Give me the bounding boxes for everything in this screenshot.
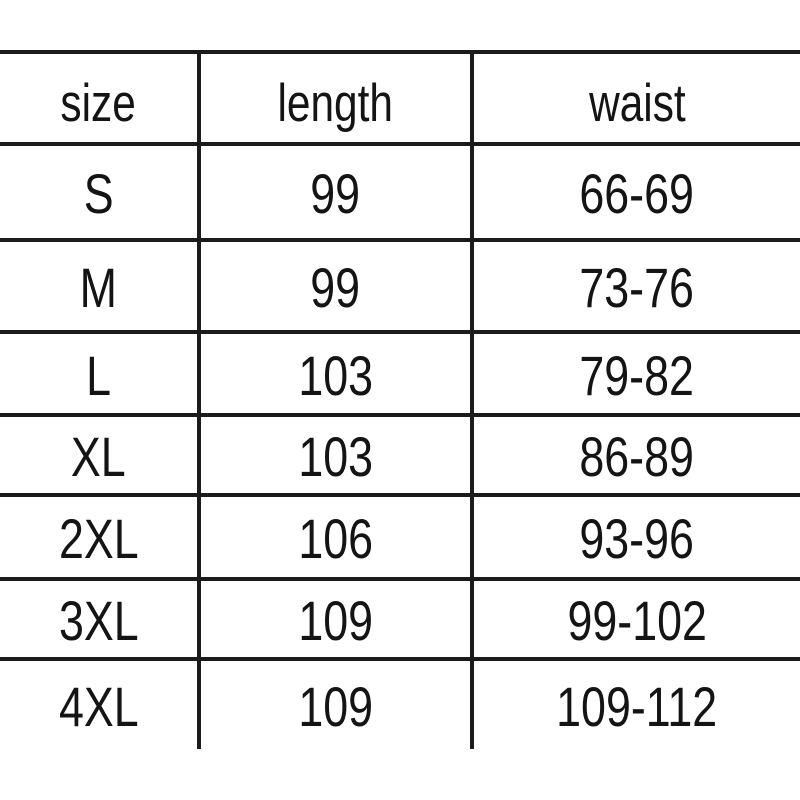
cell-text: 99 bbox=[310, 162, 361, 225]
cell-text: L bbox=[86, 343, 111, 407]
table-cell bbox=[0, 661, 197, 749]
table-cell bbox=[470, 497, 800, 577]
cell-text: M bbox=[79, 256, 118, 319]
table-row bbox=[0, 242, 800, 334]
cell-text: 2XL bbox=[58, 507, 139, 570]
cell-text: 99-102 bbox=[567, 589, 707, 652]
table-row bbox=[0, 334, 800, 417]
table-row bbox=[0, 581, 800, 661]
cell-text: 86-89 bbox=[579, 425, 695, 488]
cell-text: 99 bbox=[310, 256, 361, 319]
table-cell bbox=[197, 242, 470, 330]
cell-text: 106 bbox=[298, 507, 373, 570]
cell-text: 109 bbox=[298, 675, 373, 738]
table-cell bbox=[0, 417, 197, 493]
table-cell bbox=[0, 146, 197, 238]
cell-text: 3XL bbox=[58, 589, 139, 652]
table-cell bbox=[470, 242, 800, 330]
cell-text: 79-82 bbox=[579, 343, 695, 407]
table-cell bbox=[470, 146, 800, 238]
cell-text: 4XL bbox=[58, 675, 139, 738]
size-table bbox=[0, 50, 800, 749]
table-cell bbox=[0, 242, 197, 330]
header-label-length: length bbox=[277, 73, 394, 133]
cell-text: 73-76 bbox=[579, 256, 695, 319]
table-cell bbox=[197, 417, 470, 493]
table-cell bbox=[197, 497, 470, 577]
table-header-row bbox=[0, 54, 800, 146]
header-cell-length bbox=[197, 54, 470, 142]
table-cell bbox=[470, 334, 800, 413]
cell-text: 103 bbox=[298, 425, 373, 488]
table-cell bbox=[0, 334, 197, 413]
header-cell-size bbox=[0, 54, 197, 142]
table-body bbox=[0, 146, 800, 749]
table-cell bbox=[470, 581, 800, 657]
table-row bbox=[0, 661, 800, 749]
table-cell bbox=[470, 417, 800, 493]
cell-text: 93-96 bbox=[579, 507, 695, 570]
cell-text: 109 bbox=[298, 589, 373, 652]
cell-text: XL bbox=[71, 425, 126, 488]
table-cell bbox=[0, 497, 197, 577]
table-cell bbox=[197, 581, 470, 657]
table-row bbox=[0, 417, 800, 497]
cell-text: 109-112 bbox=[556, 675, 718, 738]
cell-text: 66-69 bbox=[579, 162, 695, 225]
table-cell bbox=[197, 661, 470, 749]
table-row bbox=[0, 497, 800, 581]
cell-text: S bbox=[83, 162, 114, 225]
table-cell bbox=[0, 581, 197, 657]
header-label-size: size bbox=[60, 73, 137, 133]
header-label-waist: waist bbox=[588, 73, 686, 133]
table-cell bbox=[197, 146, 470, 238]
table-cell bbox=[470, 661, 800, 749]
table-row bbox=[0, 146, 800, 242]
header-cell-waist bbox=[470, 54, 800, 142]
table-cell bbox=[197, 334, 470, 413]
cell-text: 103 bbox=[298, 343, 373, 407]
